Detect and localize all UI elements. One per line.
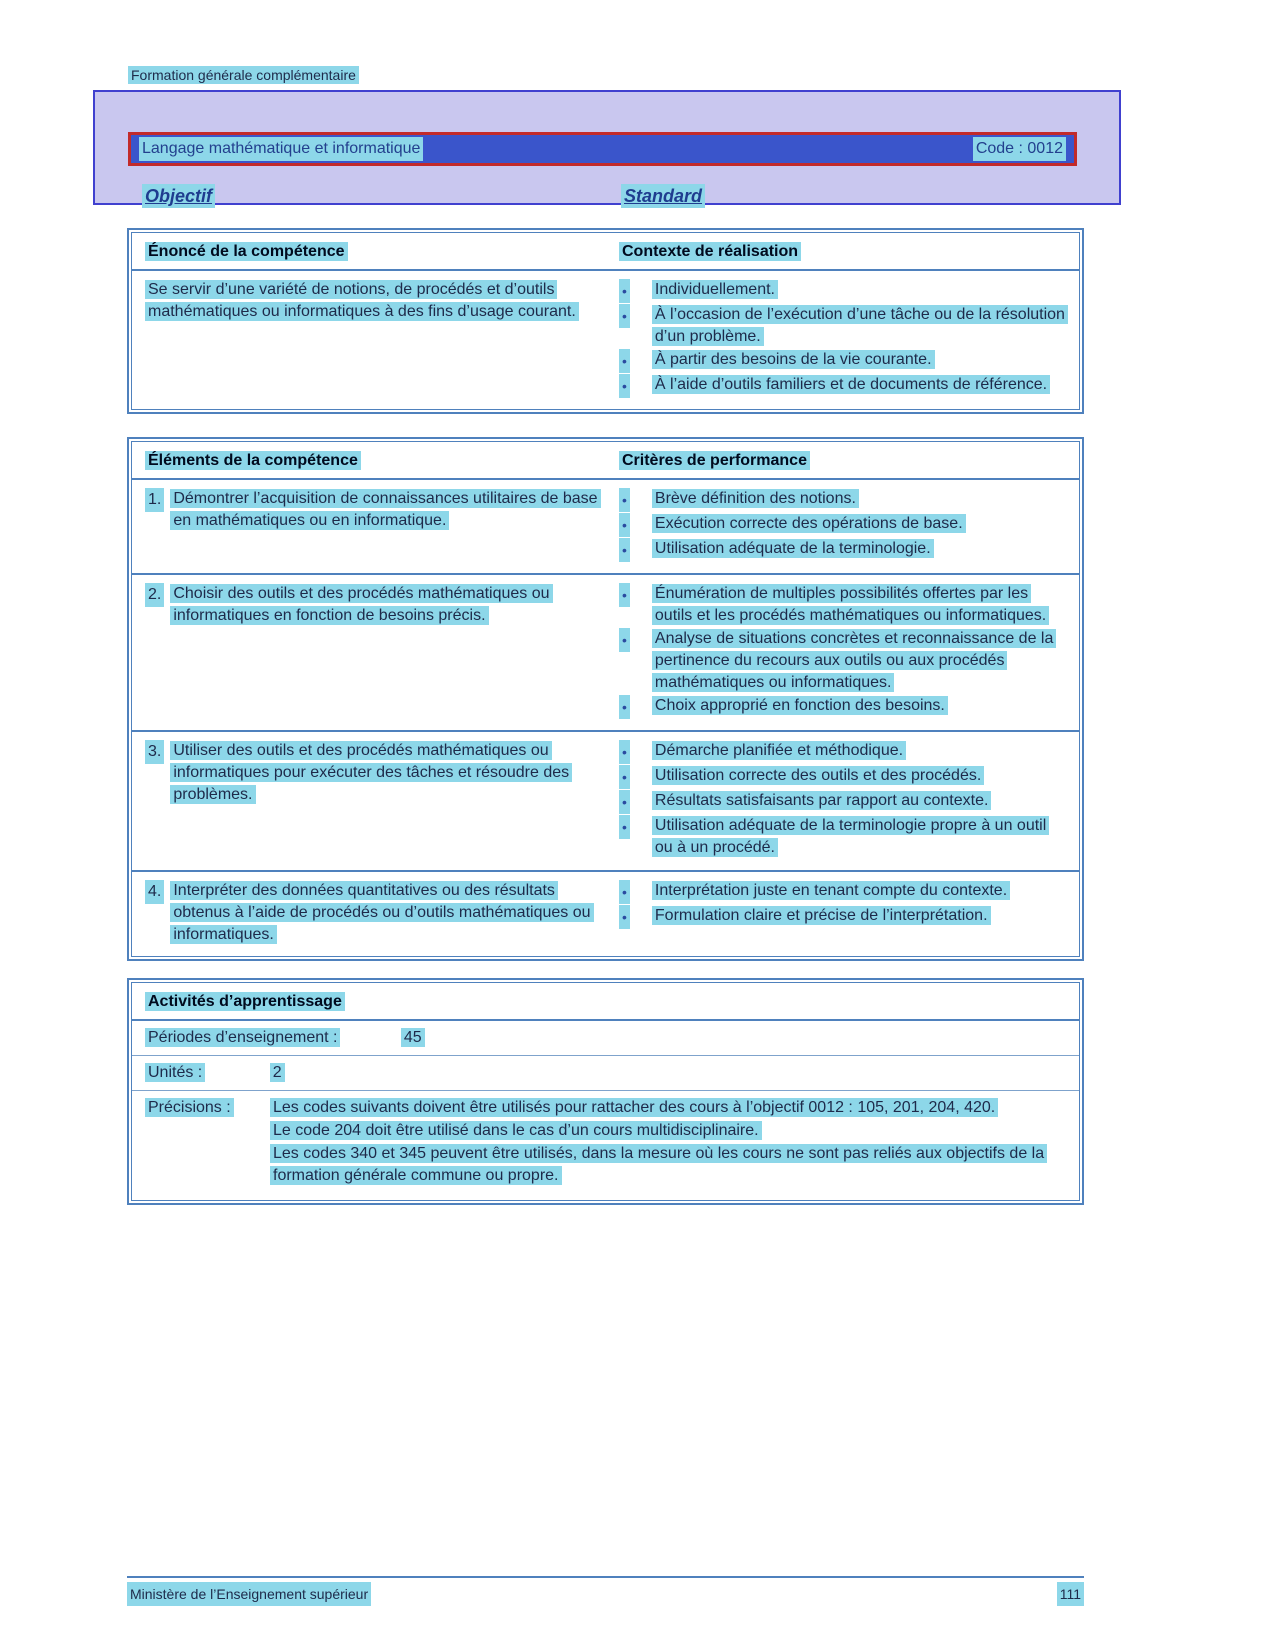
header-cell-criteres xyxy=(619,450,1079,472)
critere-text: Énumération de multiples possibilités offertes par les outils et les procédés mathématiques ou informatiques. xyxy=(652,584,1049,625)
contexte-item-text: À l’occasion de l’exécution d’une tâche ou de la résolution d’un problème. xyxy=(652,305,1068,346)
element-number: 3. xyxy=(145,740,164,764)
element-text: Démontrer l’acquisition de connaissances utilitaires de base en mathématiques ou en informatique. xyxy=(170,489,600,530)
page-header xyxy=(128,64,359,86)
precisions-text-cell xyxy=(270,1097,1066,1188)
bullet-icon: • xyxy=(619,538,630,562)
criteres-cell xyxy=(619,740,1079,860)
contexte-item-text: À l’aide d’outils familiers et de documents de référence. xyxy=(652,375,1050,394)
precisions-line xyxy=(270,1143,1066,1187)
bullet-icon: • xyxy=(619,304,630,328)
footer-ministry: Ministère de l’Enseignement supérieur xyxy=(127,1582,371,1606)
unites-row xyxy=(132,1056,1079,1091)
element-number: 4. xyxy=(145,880,164,904)
bullet-icon: • xyxy=(619,815,630,839)
competence-table-row xyxy=(132,271,1079,409)
precisions-line-text: Les codes 340 et 345 peuvent être utilisés, dans la mesure où les cours ne sont pas reliés aux objectifs de la formation générale commune ou propre. xyxy=(270,1144,1047,1185)
critere-text: Brève définition des notions. xyxy=(652,489,859,508)
critere-text: Démarche planifiée et méthodique. xyxy=(652,741,906,760)
objectif-label: Objectif xyxy=(142,184,215,208)
element-cell xyxy=(132,488,619,563)
header-cell-contexte xyxy=(619,241,1079,263)
critere-item xyxy=(619,488,1065,512)
contexte-item xyxy=(619,349,1065,373)
activites-header-text: Activités d’apprentissage xyxy=(145,992,345,1011)
footer-page-number: 111 xyxy=(1057,1582,1084,1606)
competence-table-header xyxy=(132,233,1079,271)
title-banner xyxy=(128,132,1077,166)
periodes-row xyxy=(132,1021,1079,1056)
critere-item xyxy=(619,765,1065,789)
element-number: 1. xyxy=(145,488,164,512)
bullet-icon: • xyxy=(619,695,630,719)
critere-item xyxy=(619,880,1065,904)
element-row-3 xyxy=(132,730,1079,870)
competence-table xyxy=(127,228,1084,414)
element-text: Interpréter des données quantitatives ou des résultats obtenus à l’aide de procédés ou d’outils mathématiques ou informatiques. xyxy=(170,881,593,944)
enonce-text: Se servir d’une variété de notions, de procédés et d’outils mathématiques ou informatiques à des fins d’usage courant. xyxy=(145,280,579,321)
element-cell xyxy=(132,740,619,860)
element-text: Choisir des outils et des procédés mathématiques ou informatiques en fonction de besoins précis. xyxy=(170,584,552,625)
criteres-cell xyxy=(619,583,1079,720)
precisions-line xyxy=(270,1120,1066,1142)
bullet-icon: • xyxy=(619,905,630,929)
critere-text: Formulation claire et précise de l’interprétation. xyxy=(652,906,991,925)
critere-item xyxy=(619,538,1065,562)
bullet-icon: • xyxy=(619,374,630,398)
contexte-item-text: À partir des besoins de la vie courante. xyxy=(652,350,935,369)
course-code: Code : 0012 xyxy=(973,137,1066,161)
bullet-icon: • xyxy=(619,880,630,904)
critere-item xyxy=(619,513,1065,537)
activites-header xyxy=(132,983,1079,1021)
contexte-cell xyxy=(619,279,1079,399)
page-header-label: Formation générale complémentaire xyxy=(128,66,359,84)
unites-value: 2 xyxy=(270,1063,285,1082)
element-row-4 xyxy=(132,870,1079,956)
critere-text: Utilisation adéquate de la terminologie propre à un outil ou à un procédé. xyxy=(652,816,1049,857)
critere-item xyxy=(619,740,1065,764)
bullet-icon: • xyxy=(619,740,630,764)
critere-item xyxy=(619,790,1065,814)
critere-text: Exécution correcte des opérations de base. xyxy=(652,514,966,533)
bullet-icon: • xyxy=(619,488,630,512)
critere-item xyxy=(619,815,1065,859)
contexte-item-text: Individuellement. xyxy=(652,280,778,299)
bullet-icon: • xyxy=(619,628,630,652)
contexte-item xyxy=(619,279,1065,303)
precisions-line-text: Les codes suivants doivent être utilisés pour rattacher des cours à l’objectif 0012 : 105, 201, 204, 420. xyxy=(270,1098,998,1117)
header-cell-elements xyxy=(132,450,619,472)
precisions-line-text: Le code 204 doit être utilisé dans le cas d’un cours multidisciplinaire. xyxy=(270,1121,762,1140)
element-text: Utiliser des outils et des procédés mathématiques ou informatiques pour exécuter des tâches et résoudre des problèmes. xyxy=(170,741,572,804)
element-row-1 xyxy=(132,480,1079,573)
element-cell xyxy=(132,880,619,946)
competence-table-inner xyxy=(131,232,1080,410)
enonce-header-text: Énoncé de la compétence xyxy=(145,242,348,261)
critere-item xyxy=(619,695,1065,719)
contexte-item xyxy=(619,374,1065,398)
contexte-header-text: Contexte de réalisation xyxy=(619,242,801,261)
critere-text: Interprétation juste en tenant compte du contexte. xyxy=(652,881,1010,900)
elements-table xyxy=(127,437,1084,961)
elements-header-text: Éléments de la compétence xyxy=(145,451,361,470)
bullet-icon: • xyxy=(619,513,630,537)
critere-item xyxy=(619,628,1065,694)
precisions-row xyxy=(132,1091,1079,1200)
course-title: Langage mathématique et informatique xyxy=(139,137,423,161)
contexte-item xyxy=(619,304,1065,348)
bullet-icon: • xyxy=(619,349,630,373)
bullet-icon: • xyxy=(619,765,630,789)
critere-text: Résultats satisfaisants par rapport au contexte. xyxy=(652,791,992,810)
critere-text: Choix approprié en fonction des besoins. xyxy=(652,696,948,715)
element-row-2 xyxy=(132,573,1079,730)
enonce-cell xyxy=(132,279,619,399)
criteres-header-text: Critères de performance xyxy=(619,451,810,470)
criteres-cell xyxy=(619,488,1079,563)
bullet-icon: • xyxy=(619,279,630,303)
activites-table-inner xyxy=(131,982,1080,1201)
elements-table-inner xyxy=(131,441,1080,957)
bullet-icon: • xyxy=(619,790,630,814)
critere-text: Analyse de situations concrètes et reconnaissance de la pertinence du recours aux outils ou aux procédés mathématiques ou informatiques. xyxy=(652,629,1056,692)
standard-label: Standard xyxy=(621,184,705,208)
unites-label: Unités : xyxy=(145,1063,205,1082)
critere-item xyxy=(619,583,1065,627)
elements-table-header xyxy=(132,442,1079,480)
precisions-line xyxy=(270,1097,1066,1119)
page-footer xyxy=(127,1576,1084,1606)
activites-table xyxy=(127,978,1084,1205)
element-number: 2. xyxy=(145,583,164,607)
critere-item xyxy=(619,905,1065,929)
periodes-label: Périodes d’enseignement : xyxy=(145,1028,340,1047)
title-panel xyxy=(93,90,1121,205)
periodes-value: 45 xyxy=(401,1028,425,1047)
bullet-icon: • xyxy=(619,583,630,607)
criteres-cell xyxy=(619,880,1079,946)
header-cell-enonce xyxy=(132,241,619,263)
critere-text: Utilisation correcte des outils et des procédés. xyxy=(652,766,984,785)
precisions-label-cell xyxy=(145,1097,270,1119)
element-cell xyxy=(132,583,619,720)
precisions-label: Précisions : xyxy=(145,1098,234,1117)
critere-text: Utilisation adéquate de la terminologie. xyxy=(652,539,934,558)
